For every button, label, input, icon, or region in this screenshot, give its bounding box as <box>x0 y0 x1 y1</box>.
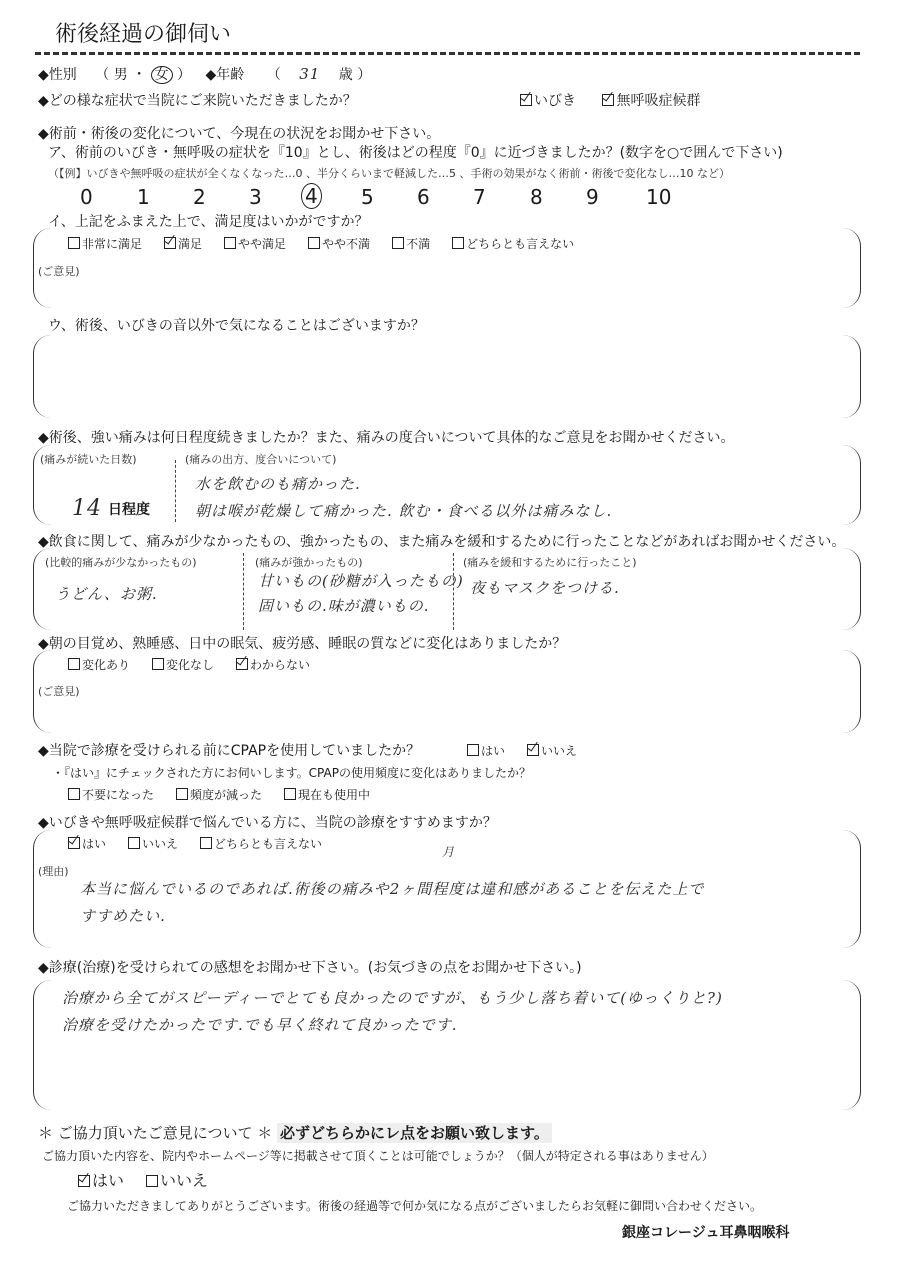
question-b: イ、上記をふまえた上で、満足度はいかがですか？ <box>48 214 369 230</box>
scale-option[interactable]: 0 <box>80 185 93 209</box>
pain-days-label: (痛みが続いた日数) <box>40 453 137 466</box>
checkbox-option[interactable] <box>452 237 574 251</box>
food-high-line[interactable]: 固いもの.味が濃いもの. <box>258 597 430 615</box>
option-label: 不満 <box>406 237 431 251</box>
scale-option[interactable]: 4 <box>301 183 322 209</box>
option-label: 変化なし <box>166 658 215 672</box>
consent-question: ご協力頂いた内容を、院内やホームページ等に掲載させて頂くことは可能でしょうか？（個人が特定される事はありません） <box>42 1149 714 1163</box>
option-label: いいえ <box>541 744 578 758</box>
checkbox-option[interactable] <box>200 837 322 851</box>
impression-line[interactable]: 治療から全てがスピーディーでとても良かったのですが、もう少し落ち着いて(ゆっくりと?) <box>62 989 723 1007</box>
cpap-followup-options <box>68 787 392 803</box>
option-label: 非常に満足 <box>82 237 143 251</box>
pain-degree-line[interactable]: 朝は喉が乾燥して痛かった. 飲む・食べる以外は痛みなし. <box>195 502 613 520</box>
consent-options <box>78 1172 230 1190</box>
scale-example: （【例】いびきや無呼吸の症状が全くなくなった…0 、半分くらいまで軽減した…5 、手術の効果がなく術前・術後で変化なし…10 など） <box>48 167 730 180</box>
checkbox-option[interactable] <box>146 1171 208 1190</box>
food-relief-label: (痛みを緩和するために行ったこと) <box>463 556 637 569</box>
reason-line[interactable]: すすめたい. <box>80 907 166 925</box>
option-label: 満足 <box>178 237 203 251</box>
cpap-options <box>467 743 599 759</box>
checkbox-apnea[interactable]: 無呼吸症候群 <box>602 93 700 109</box>
scale-option[interactable]: 10 <box>646 185 672 209</box>
pain-days-value[interactable]: 14 <box>72 496 102 521</box>
pain-days-unit: 日程度 <box>108 502 150 518</box>
checkbox-option[interactable] <box>527 744 577 758</box>
checkbox-option[interactable] <box>68 837 106 851</box>
clinic-name: 銀座コレージュ耳鼻咽喉科 <box>622 1225 790 1241</box>
satisfaction-options <box>68 236 596 252</box>
pain-degree-line[interactable]: 水を飲むのも痛かった. <box>195 475 361 493</box>
question-c: ウ、術後、いびきの音以外で気になることはございますか？ <box>48 318 425 334</box>
food-high-line[interactable]: 甘いもの(砂糖が入ったもの) <box>258 572 464 590</box>
pain-degree-label: (痛みの出方、度合いについて) <box>185 453 337 466</box>
sleep-options <box>68 657 332 673</box>
checked-box-icon <box>78 1175 90 1187</box>
reason-line[interactable]: 本当に悩んでいるのであれば.術後の痛みや2ヶ間程度は違和感があることを伝えた上で <box>80 880 705 898</box>
checkbox-icon <box>452 237 464 249</box>
checkbox-option[interactable] <box>68 658 130 672</box>
checkbox-icon <box>308 237 320 249</box>
symptoms-options <box>520 93 722 109</box>
option-label: いいえ <box>142 837 179 851</box>
paren: ） <box>357 67 372 83</box>
option-label: いいえ <box>160 1171 209 1190</box>
sleep-question: ◆朝の目覚め、熟睡感、日中の眠気、疲労感、睡眠の質などに変化はありましたか？ <box>38 636 567 652</box>
gender-female-option[interactable]: 女 <box>151 66 173 84</box>
checkbox-option[interactable] <box>224 237 286 251</box>
checkbox-option[interactable] <box>308 237 370 251</box>
impression-question: ◆診療(治療)を受けられての感想をお聞かせ下さい。(お気づきの点をお聞かせ下さい。) <box>38 960 582 976</box>
checkbox-option[interactable] <box>284 788 370 802</box>
paren: ） <box>177 67 192 83</box>
checkbox-option[interactable] <box>128 837 178 851</box>
food-low-value[interactable]: うどん、お粥. <box>55 585 158 603</box>
age-label: ◆年齢 <box>205 67 245 83</box>
paren: （ <box>266 67 281 83</box>
separator: ・ <box>132 67 147 83</box>
checkbox-icon <box>68 237 80 249</box>
scale-option[interactable]: 2 <box>193 185 206 209</box>
change-heading: ◆術前・術後の変化について、今現在の状況をお聞かせ下さい。 <box>38 126 441 142</box>
paren: （ <box>95 67 110 83</box>
question-a: ア、術前のいびき・無呼吸の症状を『10』とし、術後はどの程度『0』に近づきましたか？(数字を○で囲んで下さい) <box>48 145 783 161</box>
consent-heading-b: 必ずどちらかにレ点をお願い致します。 <box>277 1123 552 1143</box>
checkbox-icon <box>146 1175 158 1187</box>
option-label: どちらとも言えない <box>214 837 323 851</box>
option-label: やや不満 <box>322 237 371 251</box>
recommend-options <box>68 836 344 852</box>
recommend-question: ◆いびきや無呼吸症候群で悩んでいる方に、当院の診療をすすめますか？ <box>38 815 497 831</box>
page-title: 術後経過の御伺い <box>55 22 232 47</box>
checkbox-snoring[interactable]: いびき <box>520 93 576 109</box>
cpap-question: ◆当院で診療を受けられる前にCPAPを使用していましたか？ <box>38 743 421 759</box>
divider <box>243 553 244 630</box>
thanks-message: ご協力いただきましてありがとうございます。術後の経過等で何か気になる点がございましたらお気軽に御問い合わせください。 <box>67 1199 763 1213</box>
option-label: どちらとも言えない <box>466 237 575 251</box>
option-label: 変化あり <box>82 658 131 672</box>
gender-age-row <box>38 66 371 83</box>
food-high-label: (痛みが強かったもの) <box>255 556 363 569</box>
checked-box-icon <box>527 744 539 756</box>
option-label: はい <box>82 837 107 851</box>
cpap-followup: ・『はい』にチェックされた方にお伺いします。CPAPの使用頻度に変化はありましたか？ <box>52 766 531 780</box>
checkbox-icon <box>284 788 296 800</box>
consent-heading-a: ＊ ご協力頂いたご意見について ＊ <box>38 1124 273 1142</box>
checkbox-icon <box>176 788 188 800</box>
checkbox-icon <box>68 658 80 670</box>
option-label: やや満足 <box>238 237 287 251</box>
reason-insert[interactable]: 月 <box>442 845 456 859</box>
food-relief-value[interactable]: 夜もマスクをつける. <box>470 579 620 597</box>
scale-option[interactable]: 8 <box>530 185 543 209</box>
checkbox-icon <box>68 788 80 800</box>
gender-label: ◆性別 <box>38 67 77 83</box>
divider <box>175 460 176 522</box>
impression-line[interactable]: 治療を受けたかったです.でも早く終れて良かったです. <box>62 1016 458 1034</box>
checked-box-icon <box>68 837 80 849</box>
checkbox-option[interactable] <box>164 237 202 251</box>
scale-option[interactable]: 7 <box>473 185 486 209</box>
checkbox-icon <box>467 744 479 756</box>
gender-male-option[interactable]: 男 <box>113 67 128 83</box>
opinion-label: (ご意見) <box>38 265 80 278</box>
other-concerns-box[interactable] <box>33 335 861 418</box>
checkbox-option[interactable] <box>467 744 505 758</box>
option-label: 現在も使用中 <box>298 788 371 802</box>
food-low-label: (比較的痛みが少なかったもの) <box>45 556 197 569</box>
title-divider <box>35 52 860 55</box>
opinion-label: (ご意見) <box>38 685 80 698</box>
checkbox-icon <box>128 837 140 849</box>
pain-question: ◆術後、強い痛みは何日程度続きましたか？また、痛みの度合いについて具体的なご意見をお聞かせください。 <box>38 430 735 446</box>
food-question: ◆飲食に関して、痛みが少なかったもの、強かったもの、また痛みを緩和するために行ったことなどがあればお聞かせください。 <box>38 534 846 550</box>
checkbox-option[interactable] <box>68 237 142 251</box>
consent-heading <box>38 1125 552 1141</box>
checkbox-option[interactable] <box>152 658 214 672</box>
checkbox-icon <box>520 94 532 106</box>
reason-label: (理由) <box>38 865 69 878</box>
scale-option[interactable]: 6 <box>417 185 430 209</box>
option-label: はい <box>481 744 506 758</box>
option-label: わからない <box>250 658 311 672</box>
option-label: 頻度が減った <box>190 788 263 802</box>
scale-option[interactable]: 3 <box>249 185 262 209</box>
checkbox-icon <box>224 237 236 249</box>
scale-option[interactable]: 5 <box>361 185 374 209</box>
divider <box>453 553 454 630</box>
checkbox-option[interactable] <box>68 788 154 802</box>
checked-box-icon <box>164 237 176 249</box>
checkbox-option[interactable] <box>78 1171 124 1190</box>
option-label: 不要になった <box>82 788 155 802</box>
checkbox-icon <box>392 237 404 249</box>
checkbox-option[interactable] <box>236 658 310 672</box>
checkbox-icon <box>152 658 164 670</box>
checkbox-option[interactable] <box>392 237 430 251</box>
scale-option[interactable]: 9 <box>586 185 599 209</box>
checkbox-option[interactable] <box>176 788 262 802</box>
checkbox-icon <box>200 837 212 849</box>
option-label: はい <box>92 1171 125 1190</box>
checkbox-icon <box>602 94 614 106</box>
symptoms-question: ◆どの様な症状で当院にご来院いただきましたか？ <box>38 93 357 109</box>
age-value[interactable]: 31 <box>299 65 321 83</box>
age-unit: 歳 <box>338 67 353 83</box>
checked-box-icon <box>236 658 248 670</box>
scale-option[interactable]: 1 <box>137 185 150 209</box>
